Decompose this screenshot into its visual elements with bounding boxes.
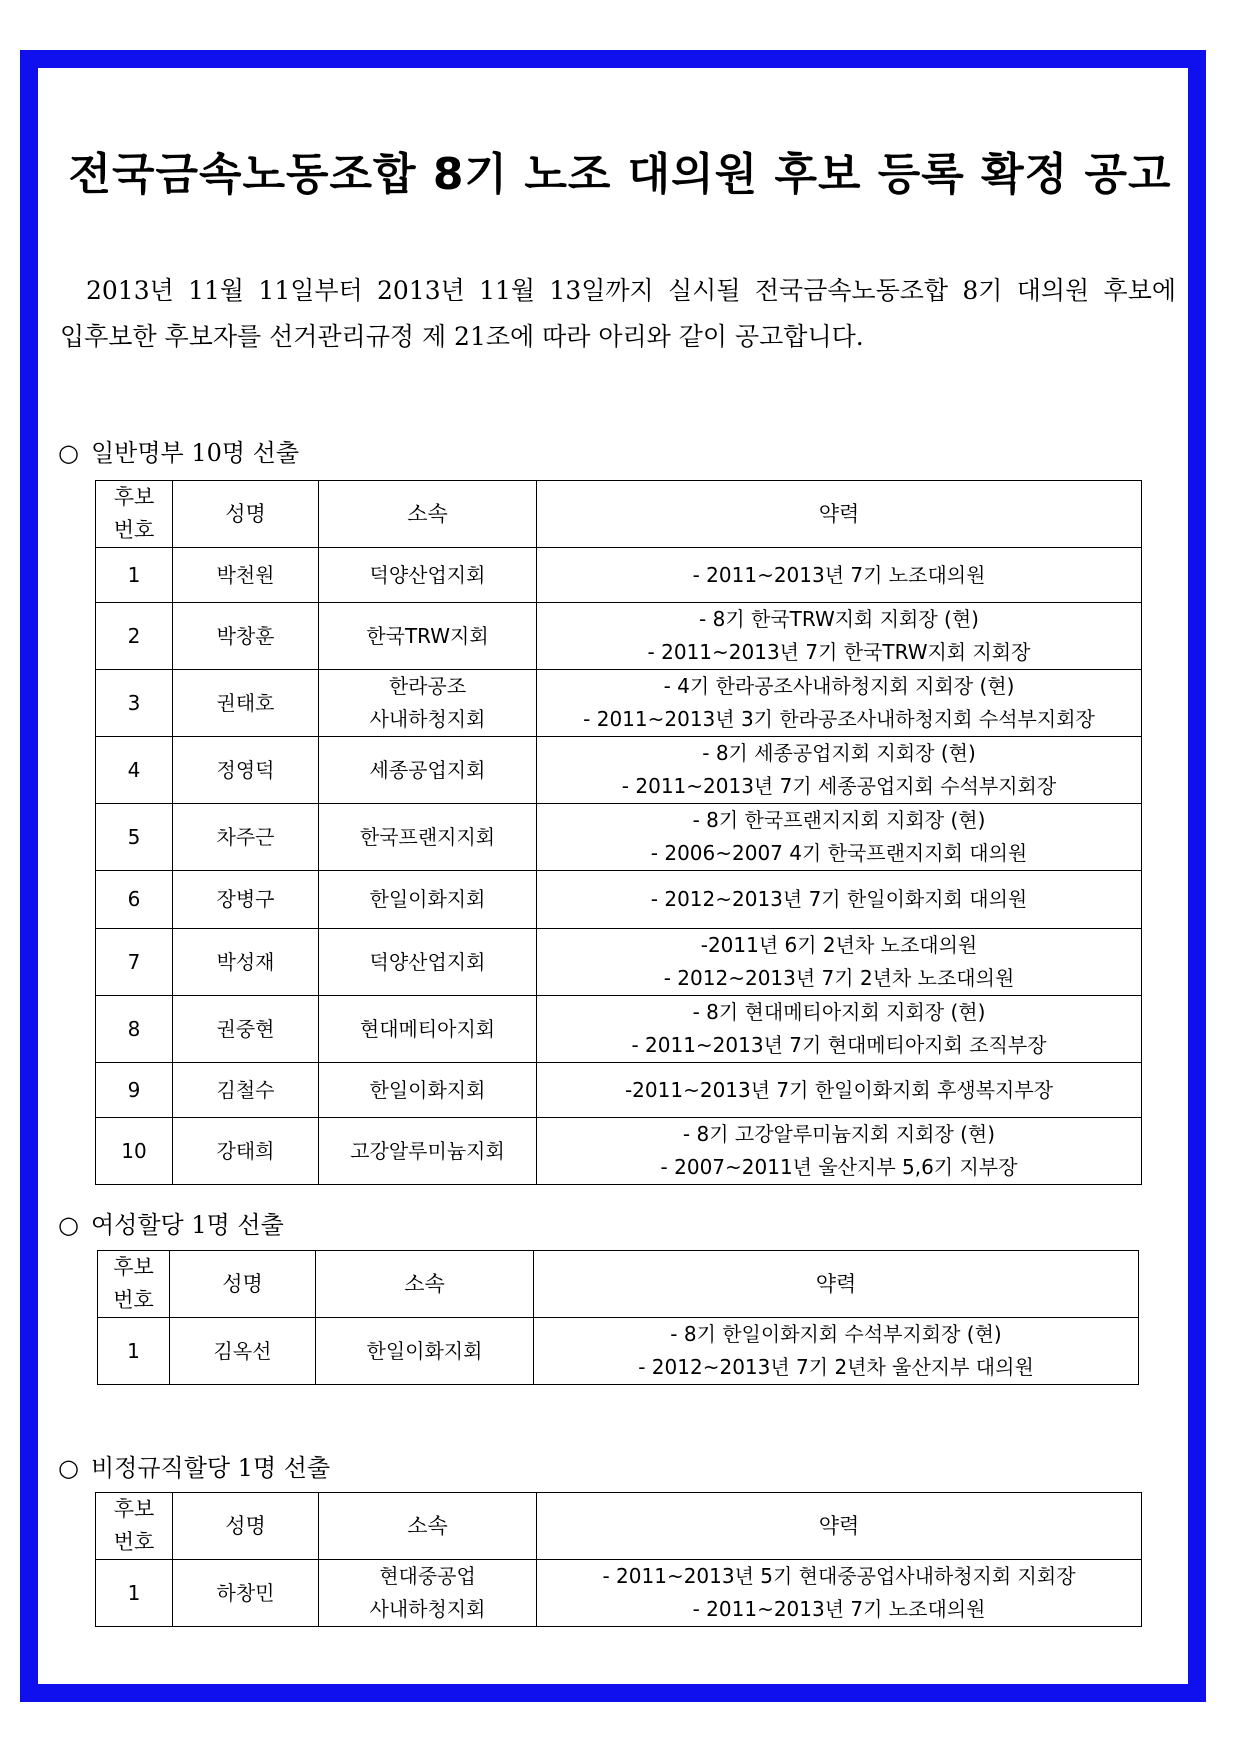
cell-career: -2011~2013년 7기 한일이화지회 후생복지부장 [537, 1063, 1142, 1118]
cell-name: 정영덕 [173, 737, 319, 804]
cell-affiliation: 한라공조 사내하청지회 [319, 670, 537, 737]
cell-candidate-number: 5 [96, 804, 173, 871]
header-name: 성명 [173, 481, 319, 548]
cell-career: -2011년 6기 2년차 노조대의원 - 2012~2013년 7기 2년차 노조대의원 [537, 929, 1142, 996]
cell-career: - 8기 고강알루미늄지회 지회장 (현) - 2007~2011년 울산지부 5,6기 지부장 [537, 1118, 1142, 1185]
candidates-table-nonregular [95, 1492, 1142, 1627]
header-name: 성명 [170, 1251, 316, 1318]
cell-career: - 8기 한국프랜지지회 지회장 (현) - 2006~2007 4기 한국프랜지지회 대의원 [537, 804, 1142, 871]
cell-career: - 8기 한국TRW지회 지회장 (현) - 2011~2013년 7기 한국TRW지회 지회장 [537, 603, 1142, 670]
table-row [96, 1560, 1142, 1627]
cell-name: 김옥선 [170, 1318, 316, 1385]
header-affiliation: 소속 [319, 481, 537, 548]
cell-affiliation: 덕양산업지회 [319, 929, 537, 996]
header-career: 약력 [534, 1251, 1139, 1318]
cell-name: 박성재 [173, 929, 319, 996]
table-row [96, 603, 1142, 670]
cell-career: - 8기 현대메티아지회 지회장 (현) - 2011~2013년 7기 현대메티아지회 조직부장 [537, 996, 1142, 1063]
cell-candidate-number: 4 [96, 737, 173, 804]
table-row [96, 996, 1142, 1063]
cell-candidate-number: 1 [98, 1318, 170, 1385]
intro-line-1: 2013년 11월 11일부터 2013년 11월 13일까지 실시될 전국금속노동조합 8기 대의원 후보에 [86, 276, 1176, 305]
cell-affiliation: 한일이화지회 [316, 1318, 534, 1385]
header-career: 약력 [537, 481, 1142, 548]
cell-name: 강태희 [173, 1118, 319, 1185]
table-header-row [98, 1251, 1139, 1318]
cell-candidate-number: 3 [96, 670, 173, 737]
cell-career: - 8기 한일이화지회 수석부지회장 (현) - 2012~2013년 7기 2년차 울산지부 대의원 [534, 1318, 1139, 1385]
cell-candidate-number: 1 [96, 548, 173, 603]
cell-name: 하창민 [173, 1560, 319, 1627]
circle-bullet-icon: ○ [58, 1454, 79, 1482]
cell-affiliation: 한일이화지회 [319, 1063, 537, 1118]
header-candidate-number: 후보 번호 [96, 1493, 173, 1560]
table-row [96, 737, 1142, 804]
table-row [96, 929, 1142, 996]
page-title: 전국금속노동조합 8기 노조 대의원 후보 등록 확정 공고 [68, 149, 1172, 200]
cell-career: - 2011~2013년 7기 노조대의원 [537, 548, 1142, 603]
cell-name: 권태호 [173, 670, 319, 737]
cell-candidate-number: 6 [96, 871, 173, 929]
section-heading-women [58, 1205, 284, 1240]
table-row [96, 1063, 1142, 1118]
cell-candidate-number: 7 [96, 929, 173, 996]
intro-paragraph [60, 268, 1176, 360]
header-name: 성명 [173, 1493, 319, 1560]
table-row [96, 804, 1142, 871]
intro-line-2: 입후보한 후보자를 선거관리규정 제 21조에 따라 아리와 같이 공고합니다. [60, 322, 864, 351]
cell-candidate-number: 2 [96, 603, 173, 670]
cell-affiliation: 덕양산업지회 [319, 548, 537, 603]
cell-affiliation: 한일이화지회 [319, 871, 537, 929]
table-row [96, 670, 1142, 737]
table-header-row [96, 481, 1142, 548]
cell-affiliation: 고강알루미늄지회 [319, 1118, 537, 1185]
header-affiliation: 소속 [319, 1493, 537, 1560]
header-affiliation: 소속 [316, 1251, 534, 1318]
cell-affiliation: 현대메티아지회 [319, 996, 537, 1063]
table-row [96, 548, 1142, 603]
cell-name: 장병구 [173, 871, 319, 929]
cell-candidate-number: 1 [96, 1560, 173, 1627]
candidates-table-women [97, 1250, 1139, 1385]
cell-name: 김철수 [173, 1063, 319, 1118]
circle-bullet-icon: ○ [58, 1211, 79, 1239]
circle-bullet-icon: ○ [58, 439, 79, 467]
section-heading-text: 비정규직할당 1명 선출 [90, 1454, 331, 1482]
cell-career: - 2011~2013년 5기 현대중공업사내하청지회 지회장 - 2011~2013년 7기 노조대의원 [537, 1560, 1142, 1627]
cell-candidate-number: 9 [96, 1063, 173, 1118]
cell-candidate-number: 8 [96, 996, 173, 1063]
cell-affiliation: 현대중공업 사내하청지회 [319, 1560, 537, 1627]
table-row [96, 871, 1142, 929]
cell-affiliation: 한국프랜지지회 [319, 804, 537, 871]
table-row [96, 1118, 1142, 1185]
cell-affiliation: 한국TRW지회 [319, 603, 537, 670]
section-heading-general [58, 433, 299, 468]
header-career: 약력 [537, 1493, 1142, 1560]
cell-name: 박창훈 [173, 603, 319, 670]
table-row [98, 1318, 1139, 1385]
header-candidate-number: 후보 번호 [98, 1251, 170, 1318]
table-header-row [96, 1493, 1142, 1560]
cell-affiliation: 세종공업지회 [319, 737, 537, 804]
cell-name: 차주근 [173, 804, 319, 871]
section-heading-nonregular [58, 1448, 330, 1483]
cell-career: - 2012~2013년 7기 한일이화지회 대의원 [537, 871, 1142, 929]
cell-career: - 8기 세종공업지회 지회장 (현) - 2011~2013년 7기 세종공업지회 수석부지회장 [537, 737, 1142, 804]
cell-name: 권중현 [173, 996, 319, 1063]
section-heading-text: 여성할당 1명 선출 [90, 1211, 284, 1239]
header-candidate-number: 후보 번호 [96, 481, 173, 548]
cell-career: - 4기 한라공조사내하청지회 지회장 (현) - 2011~2013년 3기 한라공조사내하청지회 수석부지회장 [537, 670, 1142, 737]
cell-candidate-number: 10 [96, 1118, 173, 1185]
cell-name: 박천원 [173, 548, 319, 603]
section-heading-text: 일반명부 10명 선출 [90, 439, 300, 467]
candidates-table-general [95, 480, 1142, 1185]
